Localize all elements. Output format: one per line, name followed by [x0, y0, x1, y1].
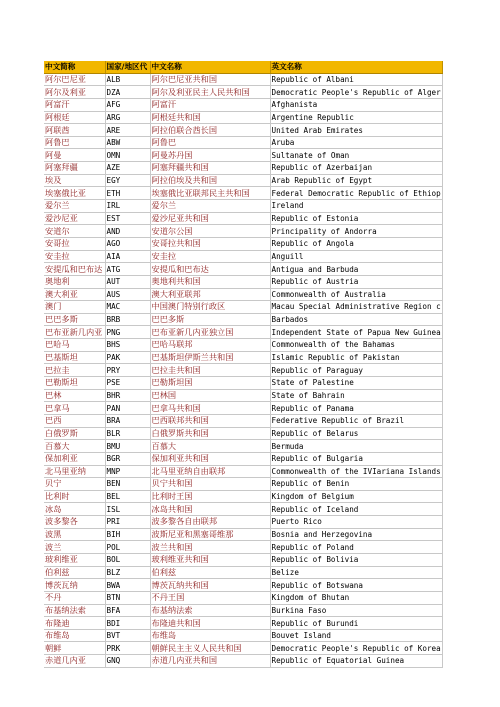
cell-short-name[interactable]: 澳大利亚 — [44, 288, 105, 301]
cell-short-name[interactable]: 阿塞拜疆 — [44, 162, 105, 175]
table-row — [44, 528, 442, 541]
cell-english-name[interactable]: Democratic People's Republic of Korea — [271, 643, 441, 653]
cell-chinese-name[interactable]: 巴布亚新几内亚独立国 — [150, 326, 270, 339]
cell-chinese-name[interactable]: 波兰共和国 — [150, 541, 270, 554]
cell-short-name[interactable]: 博茨瓦纳 — [44, 579, 105, 592]
cell-short-name[interactable]: 波多黎各 — [44, 516, 105, 529]
cell-english-name[interactable]: Republic of Bolivia — [270, 553, 442, 566]
table-row — [44, 566, 442, 579]
table-row — [44, 452, 442, 465]
cell-chinese-name[interactable]: 赤道几内亚共和国 — [150, 655, 270, 668]
cell-english-name[interactable]: Republic of Estonia — [270, 212, 442, 225]
cell-chinese-name[interactable]: 澳大利亚联邦 — [150, 288, 270, 301]
table-row — [44, 149, 442, 162]
cell-english-name[interactable]: Antigua and Barbuda — [270, 263, 442, 276]
cell-chinese-name[interactable]: 冰岛共和国 — [150, 503, 270, 516]
cell-chinese-name[interactable]: 巴林国 — [150, 389, 270, 402]
cell-code[interactable]: BLZ — [105, 566, 150, 579]
cell-short-name[interactable]: 阿富汗 — [44, 98, 105, 111]
cell-chinese-name[interactable]: 布隆迪共和国 — [150, 617, 270, 630]
cell-code[interactable]: AND — [105, 225, 150, 238]
cell-code[interactable]: OMN — [105, 149, 150, 162]
cell-english-name[interactable]: Belize — [270, 566, 442, 579]
table-row — [44, 263, 442, 276]
cell-code[interactable]: ABW — [105, 136, 150, 149]
table-row — [44, 351, 442, 364]
table-row — [44, 124, 442, 137]
cell-chinese-name[interactable]: 伯利兹 — [150, 566, 270, 579]
cell-code[interactable]: AFG — [105, 98, 150, 111]
cell-english-name[interactable]: Commonwealth of Australia — [270, 288, 442, 301]
table-row — [44, 591, 442, 604]
table-row — [44, 162, 442, 175]
cell-short-name[interactable]: 赤道几内亚 — [44, 655, 105, 668]
cell-short-name[interactable]: 阿尔及利亚 — [44, 86, 105, 99]
table-row — [44, 503, 442, 516]
cell-short-name[interactable]: 安道尔 — [44, 225, 105, 238]
cell-chinese-name[interactable]: 阿富汗 — [150, 98, 270, 111]
cell-chinese-name[interactable]: 波斯尼亚和黑塞哥维那 — [150, 528, 270, 541]
table-row — [44, 275, 442, 288]
cell-short-name[interactable]: 安圭拉 — [44, 250, 105, 263]
header-chinese-name[interactable]: 中文名称 — [150, 61, 270, 73]
cell-short-name[interactable]: 白俄罗斯 — [44, 427, 105, 440]
table-row — [44, 579, 442, 592]
cell-short-name[interactable]: 巴基斯坦 — [44, 351, 105, 364]
cell-code[interactable]: BGR — [105, 452, 150, 465]
table-row — [44, 98, 442, 111]
cell-english-name[interactable]: Republic of Belarus — [270, 427, 442, 440]
cell-english-name[interactable]: Barbados — [270, 313, 442, 326]
cell-code[interactable]: EGY — [105, 174, 150, 187]
cell-short-name[interactable]: 布隆迪 — [44, 617, 105, 630]
cell-english-name[interactable]: Macau Special Administrative Region c — [271, 302, 441, 312]
cell-english-name[interactable]: Federative Republic of Brazil — [270, 414, 442, 427]
table-row — [44, 212, 442, 225]
cell-short-name[interactable]: 埃塞俄比亚 — [44, 187, 105, 200]
cell-code[interactable]: BFA — [105, 604, 150, 617]
table-row — [44, 427, 442, 440]
table-row — [44, 516, 442, 529]
table-row — [44, 326, 442, 339]
table-row — [44, 301, 442, 314]
cell-chinese-name[interactable]: 博茨瓦纳共和国 — [150, 579, 270, 592]
cell-short-name[interactable]: 不丹 — [44, 591, 105, 604]
cell-english-name[interactable]: Kingdom of Bhutan — [270, 591, 442, 604]
cell-code[interactable]: AZE — [105, 162, 150, 175]
cell-chinese-name[interactable]: 玻利维亚共和国 — [150, 553, 270, 566]
cell-short-name[interactable]: 奥地利 — [44, 275, 105, 288]
cell-english-name[interactable]: Republic of Bulgaria — [270, 452, 442, 465]
header-code[interactable]: 国家/地区代 — [105, 61, 150, 73]
cell-short-name[interactable]: 爱尔兰 — [44, 200, 105, 213]
cell-code[interactable]: BRA — [105, 414, 150, 427]
cell-code[interactable]: BHR — [105, 389, 150, 402]
cell-chinese-name[interactable]: 安提瓜和巴布达 — [150, 263, 270, 276]
table-row — [44, 136, 442, 149]
cell-chinese-name[interactable]: 阿尔巴尼亚共和国 — [150, 73, 270, 86]
cell-chinese-name[interactable]: 保加利亚共和国 — [150, 452, 270, 465]
cell-english-name[interactable]: Commonwealth of the IVIariana Islands — [271, 466, 441, 476]
cell-chinese-name[interactable]: 巴勒斯坦国 — [150, 377, 270, 390]
cell-short-name[interactable]: 比利时 — [44, 490, 105, 503]
table-row — [44, 389, 442, 402]
cell-code[interactable]: DZA — [105, 86, 150, 99]
table-row — [44, 187, 442, 200]
cell-english-name[interactable]: Anguill — [270, 250, 442, 263]
cell-chinese-name[interactable]: 巴拉圭共和国 — [150, 364, 270, 377]
cell-chinese-name[interactable]: 波多黎各自由联邦 — [150, 516, 270, 529]
cell-code[interactable]: BTN — [105, 591, 150, 604]
cell-short-name[interactable]: 阿曼 — [44, 149, 105, 162]
cell-chinese-name[interactable]: 阿鲁巴 — [150, 136, 270, 149]
cell-short-name[interactable]: 阿尔巴尼亚 — [44, 73, 105, 86]
cell-english-name[interactable]: Republic of Iceland — [270, 503, 442, 516]
table-row — [44, 655, 442, 668]
cell-chinese-name[interactable]: 北马里亚纳自由联邦 — [150, 465, 270, 478]
table-row — [44, 402, 442, 415]
cell-short-name[interactable]: 保加利亚 — [44, 452, 105, 465]
cell-short-name[interactable]: 巴拿马 — [44, 402, 105, 415]
cell-english-name[interactable]: Ireland — [270, 200, 442, 213]
cell-code[interactable]: BHS — [105, 339, 150, 352]
cell-english-name[interactable]: Bermuda — [270, 440, 442, 453]
cell-chinese-name[interactable]: 贝宁共和国 — [150, 478, 270, 491]
cell-short-name[interactable]: 朝鲜 — [44, 642, 105, 655]
cell-short-name[interactable]: 巴西 — [44, 414, 105, 427]
cell-short-name[interactable]: 安哥拉 — [44, 237, 105, 250]
table-row — [44, 478, 442, 491]
table-row — [44, 174, 442, 187]
cell-chinese-name[interactable]: 爱尔兰 — [150, 200, 270, 213]
cell-code[interactable]: PRY — [105, 364, 150, 377]
cell-short-name[interactable]: 阿鲁巴 — [44, 136, 105, 149]
cell-chinese-name[interactable]: 巴基斯坦伊斯兰共和国 — [150, 351, 270, 364]
cell-english-name[interactable]: Arab Republic of Egypt — [270, 174, 442, 187]
country-code-table — [44, 61, 443, 668]
cell-english-name[interactable]: Islamic Republic of Pakistan — [270, 351, 442, 364]
table-row — [44, 553, 442, 566]
cell-english-name[interactable]: Republic of Austria — [270, 275, 442, 288]
cell-english-name[interactable]: Sultanate of Oman — [270, 149, 442, 162]
header-english-name[interactable]: 英文名称 — [270, 61, 442, 73]
table-row — [44, 111, 442, 124]
cell-code[interactable]: AGO — [105, 237, 150, 250]
table-row — [44, 237, 442, 250]
cell-code[interactable]: AUT — [105, 275, 150, 288]
cell-short-name[interactable]: 巴布亚新几内亚 — [44, 326, 105, 339]
cell-short-name[interactable]: 波兰 — [44, 541, 105, 554]
cell-english-name[interactable]: Republic of Paraguay — [270, 364, 442, 377]
table-row — [44, 541, 442, 554]
cell-chinese-name[interactable]: 巴拿马共和国 — [150, 402, 270, 415]
cell-code[interactable]: AUS — [105, 288, 150, 301]
cell-short-name[interactable]: 巴巴多斯 — [44, 313, 105, 326]
cell-chinese-name[interactable]: 安哥拉共和国 — [150, 237, 270, 250]
cell-short-name[interactable]: 北马里亚纳 — [44, 465, 105, 478]
table-row — [44, 642, 442, 655]
table-row — [44, 313, 442, 326]
table-row — [44, 86, 442, 99]
table-row — [44, 377, 442, 390]
cell-english-name[interactable]: Argentine Republic — [270, 111, 442, 124]
cell-english-name[interactable]: State of Bahrain — [270, 389, 442, 402]
cell-code[interactable]: PSE — [105, 377, 150, 390]
table-row — [44, 617, 442, 630]
cell-short-name[interactable]: 巴林 — [44, 389, 105, 402]
cell-code[interactable]: BIH — [105, 528, 150, 541]
cell-english-name[interactable]: Democratic People's Republic of Alger — [271, 87, 441, 97]
cell-short-name[interactable]: 布维岛 — [44, 629, 105, 642]
cell-english-name[interactable]: Principality of Andorra — [270, 225, 442, 238]
cell-code[interactable]: AIA — [105, 250, 150, 263]
cell-english-name[interactable]: Afghanista — [270, 98, 442, 111]
cell-english-name[interactable]: Republic of Benin — [270, 478, 442, 491]
cell-code[interactable]: ISL — [105, 503, 150, 516]
cell-chinese-name[interactable]: 埃塞俄比亚联邦民主共和国 — [150, 187, 270, 200]
cell-code[interactable]: MAC — [105, 301, 150, 314]
cell-english-name[interactable]: United Arab Emirates — [270, 124, 442, 137]
cell-chinese-name[interactable]: 安道尔公国 — [150, 225, 270, 238]
cell-code[interactable]: BMU — [105, 440, 150, 453]
table-row — [44, 73, 442, 86]
cell-chinese-name[interactable]: 阿尔及利亚民主人民共和国 — [150, 86, 270, 99]
cell-short-name[interactable]: 阿联酋 — [44, 124, 105, 137]
cell-code[interactable]: EST — [105, 212, 150, 225]
cell-chinese-name[interactable]: 朝鲜民主主义人民共和国 — [150, 642, 270, 655]
cell-english-name[interactable]: Bouvet Island — [270, 629, 442, 642]
cell-short-name[interactable]: 安提瓜和巴布达 — [44, 263, 105, 276]
cell-chinese-name[interactable]: 百慕大 — [150, 440, 270, 453]
table-row — [44, 339, 442, 352]
table-row — [44, 414, 442, 427]
cell-code[interactable]: GNQ — [105, 655, 150, 668]
header-row — [44, 61, 442, 73]
cell-chinese-name[interactable]: 阿塞拜疆共和国 — [150, 162, 270, 175]
cell-english-name[interactable]: Burkina Faso — [270, 604, 442, 617]
cell-short-name[interactable]: 布基纳法索 — [44, 604, 105, 617]
cell-code[interactable]: PAN — [105, 402, 150, 415]
cell-chinese-name[interactable]: 阿根廷共和国 — [150, 111, 270, 124]
cell-chinese-name[interactable]: 阿拉伯联合酋长国 — [150, 124, 270, 137]
cell-chinese-name[interactable]: 爱沙尼亚共和国 — [150, 212, 270, 225]
cell-short-name[interactable]: 冰岛 — [44, 503, 105, 516]
cell-short-name[interactable]: 爱沙尼亚 — [44, 212, 105, 225]
cell-chinese-name[interactable]: 布基纳法索 — [150, 604, 270, 617]
cell-english-name[interactable]: Republic of Poland — [270, 541, 442, 554]
cell-chinese-name[interactable]: 比利时王国 — [150, 490, 270, 503]
cell-english-name[interactable]: Republic of Panama — [270, 402, 442, 415]
cell-code[interactable]: PRK — [105, 642, 150, 655]
table-row — [44, 604, 442, 617]
table-row — [44, 440, 442, 453]
table-row — [44, 465, 442, 478]
cell-english-name[interactable]: Republic of Azerbaijan — [270, 162, 442, 175]
cell-code[interactable]: BOL — [105, 553, 150, 566]
cell-code[interactable]: PAK — [105, 351, 150, 364]
cell-english-name[interactable]: Republic of Albani — [270, 73, 442, 86]
cell-english-name[interactable]: Bosnia and Herzegovina — [270, 528, 442, 541]
cell-english-name[interactable]: State of Palestine — [270, 377, 442, 390]
cell-english-name[interactable]: Aruba — [270, 136, 442, 149]
cell-short-name[interactable]: 巴勒斯坦 — [44, 377, 105, 390]
cell-code[interactable]: BEL — [105, 490, 150, 503]
cell-chinese-name[interactable]: 白俄罗斯共和国 — [150, 427, 270, 440]
cell-code[interactable]: PNG — [105, 326, 150, 339]
cell-english-name[interactable]: Commonwealth of the Bahamas — [270, 339, 442, 352]
cell-code[interactable]: BRB — [105, 313, 150, 326]
cell-chinese-name[interactable]: 巴巴多斯 — [150, 313, 270, 326]
cell-chinese-name[interactable]: 安圭拉 — [150, 250, 270, 263]
cell-short-name[interactable]: 巴拉圭 — [44, 364, 105, 377]
cell-chinese-name[interactable]: 不丹王国 — [150, 591, 270, 604]
table-body — [44, 61, 442, 667]
table-row — [44, 490, 442, 503]
cell-short-name[interactable]: 伯利兹 — [44, 566, 105, 579]
cell-code[interactable]: ARG — [105, 111, 150, 124]
cell-short-name[interactable]: 巴哈马 — [44, 339, 105, 352]
cell-short-name[interactable]: 埃及 — [44, 174, 105, 187]
cell-code[interactable]: ALB — [105, 73, 150, 86]
cell-short-name[interactable]: 波黑 — [44, 528, 105, 541]
table-row — [44, 364, 442, 377]
cell-chinese-name[interactable]: 阿拉伯埃及共和国 — [150, 174, 270, 187]
table-row — [44, 288, 442, 301]
cell-code[interactable]: BVT — [105, 629, 150, 642]
cell-chinese-name[interactable]: 布维岛 — [150, 629, 270, 642]
cell-chinese-name[interactable]: 巴西联邦共和国 — [150, 414, 270, 427]
cell-short-name[interactable]: 阿根廷 — [44, 111, 105, 124]
cell-code[interactable]: ATG — [105, 263, 150, 276]
cell-code[interactable]: POL — [105, 541, 150, 554]
table-row — [44, 250, 442, 263]
cell-english-name[interactable]: Puerto Rico — [270, 516, 442, 529]
cell-short-name[interactable]: 澳门 — [44, 301, 105, 314]
cell-english-name[interactable]: Republic of Equatorial Guinea — [270, 655, 442, 668]
cell-code[interactable]: BWA — [105, 579, 150, 592]
cell-code[interactable]: IRL — [105, 200, 150, 213]
cell-english-name[interactable]: Independent State of Papua New Guinea — [271, 327, 441, 337]
cell-short-name[interactable]: 百慕大 — [44, 440, 105, 453]
table-row — [44, 225, 442, 238]
cell-chinese-name[interactable]: 中国澳门特别行政区 — [150, 301, 270, 314]
cell-english-name[interactable]: Kingdom of Belgium — [270, 490, 442, 503]
table-row — [44, 629, 442, 642]
cell-code[interactable]: PRI — [105, 516, 150, 529]
cell-chinese-name[interactable]: 奥地利共和国 — [150, 275, 270, 288]
cell-code[interactable]: ARE — [105, 124, 150, 137]
cell-short-name[interactable]: 玻利维亚 — [44, 553, 105, 566]
cell-english-name[interactable]: Republic of Angola — [270, 237, 442, 250]
cell-english-name[interactable]: Federal Democratic Republic of Ethiop — [271, 188, 441, 198]
cell-english-name[interactable]: Republic of Burundi — [270, 617, 442, 630]
cell-english-name[interactable]: Republic of Botswana — [270, 579, 442, 592]
cell-chinese-name[interactable]: 阿曼苏丹国 — [150, 149, 270, 162]
header-short-name[interactable]: 中文简称 — [44, 61, 105, 73]
cell-code[interactable]: ETH — [105, 187, 150, 200]
cell-code[interactable]: MNP — [105, 465, 150, 478]
cell-chinese-name[interactable]: 巴哈马联邦 — [150, 339, 270, 352]
cell-code[interactable]: BLR — [105, 427, 150, 440]
table-row — [44, 200, 442, 213]
cell-code[interactable]: BDI — [105, 617, 150, 630]
cell-short-name[interactable]: 贝宁 — [44, 478, 105, 491]
cell-code[interactable]: BEN — [105, 478, 150, 491]
